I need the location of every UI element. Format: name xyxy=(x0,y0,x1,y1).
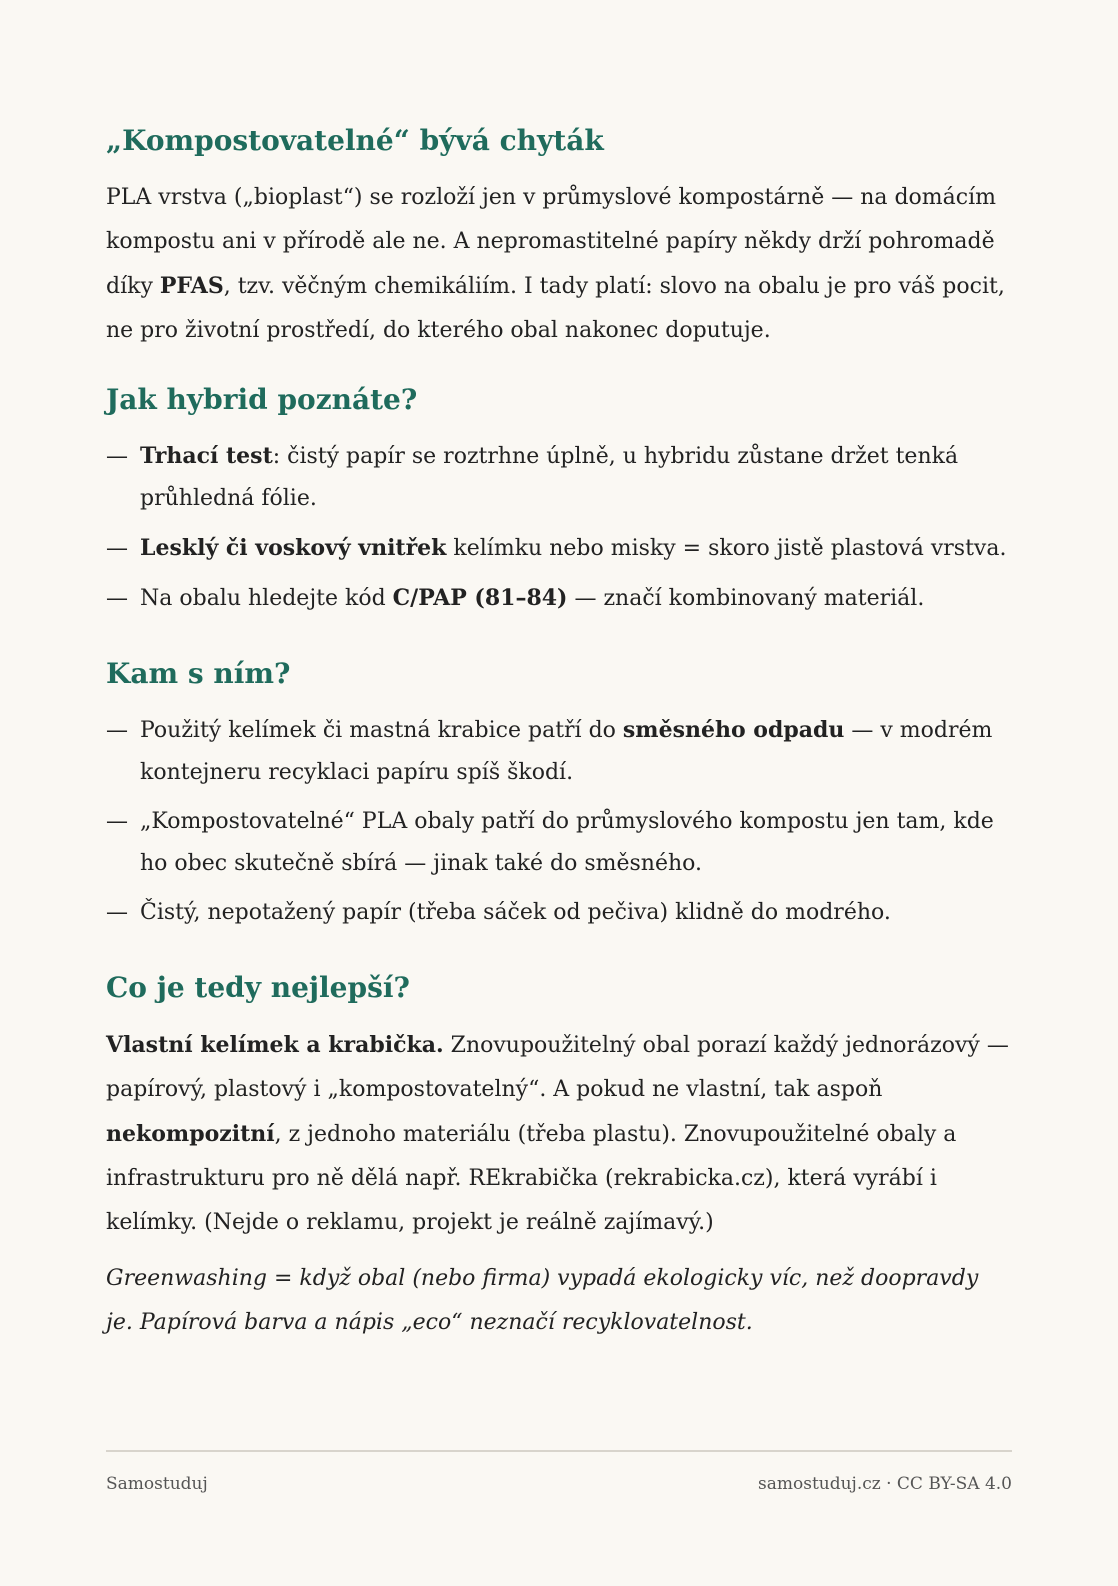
pfas-bold: PFAS xyxy=(159,273,224,299)
recognize-list xyxy=(106,435,1012,620)
heading-compostable: „Kompostovatelné“ bývá chyták xyxy=(106,124,604,157)
list-item: — Čistý, nepotažený papír (třeba sáček od pečiva) klidně do modrého. xyxy=(106,900,891,925)
heading-where-dispose: Kam s ním? xyxy=(106,657,291,690)
heading-recognize-hybrid: Jak hybrid poznáte? xyxy=(106,383,418,416)
document-body xyxy=(106,118,1012,1345)
list-item: — Na obalu hledejte kód C/PAP (81–84) — značí kombinovaný materiál. xyxy=(106,585,925,611)
greenwashing-note: Greenwashing = když obal (nebo firma) vypadá ekologicky víc, než doopravdy je. Papírová barva a nápis „eco“ neznačí recyklovatelnost. xyxy=(106,1266,979,1335)
heading-best-option: Co je tedy nejlepší? xyxy=(106,971,410,1004)
paragraph-compostable: PLA vrstva („bioplast“) se rozloží jen v průmyslové kompostárně — na domácím kompostu ani v přírodě ale ne. A nepromastitelné papíry někdy drží pohromadě díky PFAS, tzv. věčným chemikáliím. I tady platí: slovo na obalu je pro váš pocit, ne pro životní prostředí, do kterého obal nakonec doputuje. xyxy=(106,185,1005,343)
footer-license: samostuduj.cz · CC BY-SA 4.0 xyxy=(758,1474,1012,1494)
dispose-list xyxy=(106,709,1012,934)
page-footer xyxy=(106,1450,1012,1494)
footer-brand: Samostuduj xyxy=(106,1474,208,1494)
list-item: — Použitý kelímek či mastná krabice patří do směsného odpadu — v modrém kontejneru recyklaci papíru spíš škodí. xyxy=(106,717,993,785)
list-item: — Lesklý či voskový vnitřek kelímku nebo misky = skoro jistě plastová vrstva. xyxy=(106,535,1007,561)
list-item: — „Kompostovatelné“ PLA obaly patří do průmyslového kompostu jen tam, kde ho obec skutečně sbírá — jinak také do směsného. xyxy=(106,809,994,876)
list-item: — Trhací test: čistý papír se roztrhne úplně, u hybridu zůstane držet tenká průhledná fólie. xyxy=(106,443,959,511)
paragraph-best-option: Vlastní kelímek a krabička. Znovupoužitelný obal porazí každý jednorázový — papírový, plastový i „kompostovatelný“. A pokud ne vlastní, tak aspoň nekompozitní, z jednoho materiálu (třeba plastu). Znovupoužitelné obaly a infrastrukturu pro ně dělá např. REkrabička (rekrabicka.cz), která vyrábí i kelímky. (Nejde o reklamu, projekt je reálně zajímavý.) xyxy=(106,1032,1009,1235)
